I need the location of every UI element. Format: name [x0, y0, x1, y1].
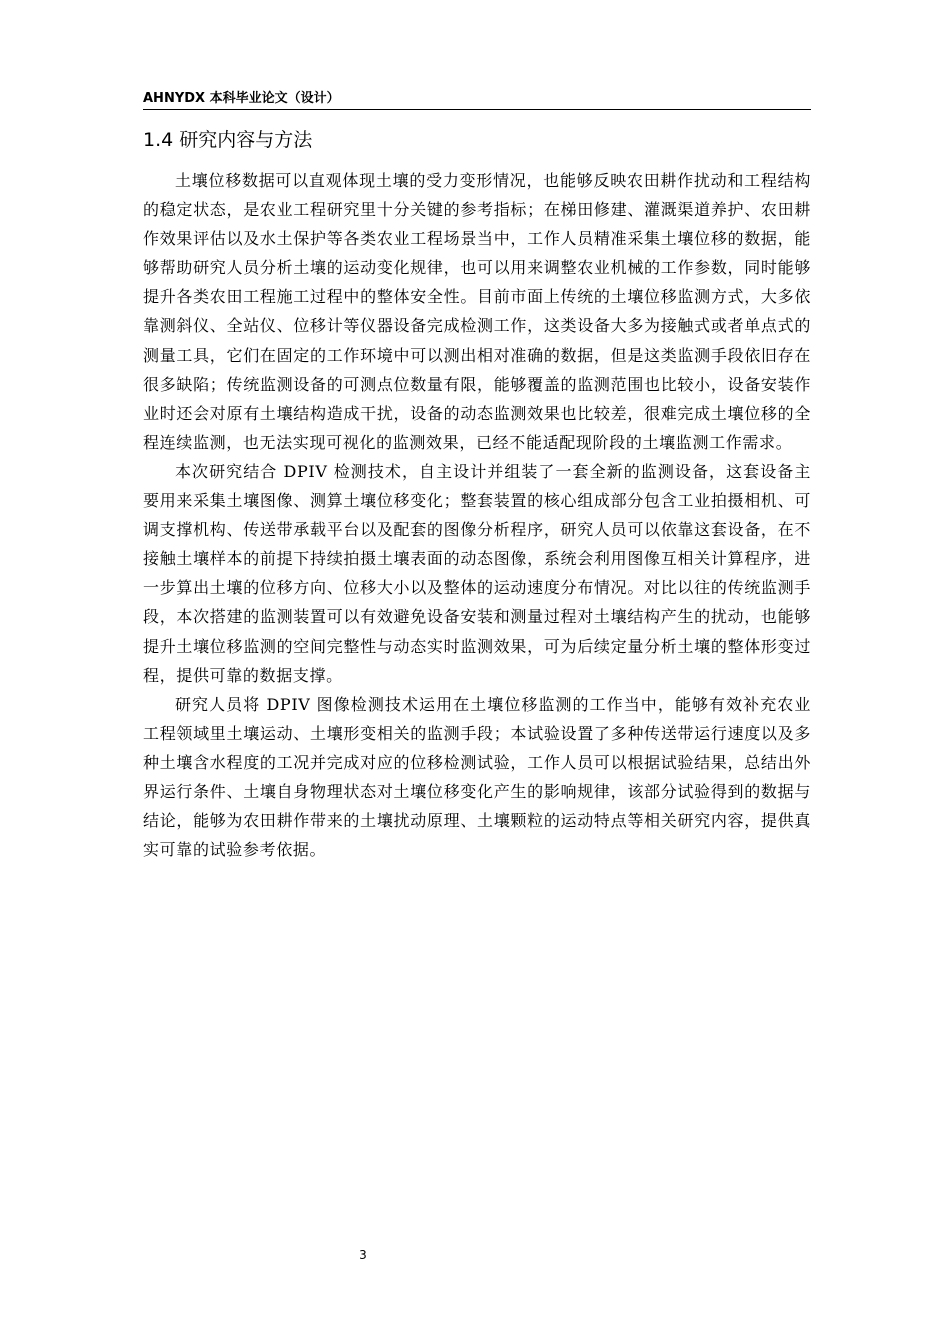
body-text [143, 166, 811, 864]
paragraph-2: 本次研究结合 DPIV 检测技术，自主设计并组装了一套全新的监测设备，这套设备主要用来采集土壤图像、测算土壤位移变化；整套装置的核心组成部分包含工业拍摄相机、可调支撑机构、传送带承载平台以及配套的图像分析程序，研究人员可以依靠这套设备，在不接触土壤样本的前提下持续拍摄土壤表面的动态图像，系统会利用图像互相关计算程序，进一步算出土壤的位移方向、位移大小以及整体的运动速度分布情况。对比以往的传统监测手段，本次搭建的监测装置可以有效避免设备安装和测量过程对土壤结构产生的扰动，也能够提升土壤位移监测的空间完整性与动态实时监测效果，可为后续定量分析土壤的整体形变过程，提供可靠的数据支撑。 [143, 461, 811, 685]
paragraph-3: 研究人员将 DPIV 图像检测技术运用在土壤位移监测的工作当中，能够有效补充农业工程领域里土壤运动、土壤形变相关的监测手段；本试验设置了多种传送带运行速度以及多种土壤含水程度的工况并完成对应的位移检测试验，工作人员可以根据试验结果，总结出外界运行条件、土壤自身物理状态对土壤位移变化产生的影响规律，该部分试验得到的数据与结论，能够为农田耕作带来的土壤扰动原理、土壤颗粒的运动特点等相关研究内容，提供真实可靠的试验参考依据。 [143, 694, 811, 860]
page-number: 3 [359, 1248, 367, 1262]
paragraph-1: 土壤位移数据可以直观体现土壤的受力变形情况，也能够反映农田耕作扰动和工程结构的稳定状态，是农业工程研究里十分关键的参考指标；在梯田修建、灌溉渠道养护、农田耕作效果评估以及水土保护等各类农业工程场景当中，工作人员精准采集土壤位移的数据，能够帮助研究人员分析土壤的运动变化规律，也可以用来调整农业机械的工作参数，同时能够提升各类农田工程施工过程中的整体安全性。目前市面上传统的土壤位移监测方式，大多依靠测斜仪、全站仪、位移计等仪器设备完成检测工作，这类设备大多为接触式或者单点式的测量工具，它们在固定的工作环境中可以测出相对准确的数据，但是这类监测手段依旧存在很多缺陷；传统监测设备的可测点位数量有限，能够覆盖的监测范围也比较小，设备安装作业时还会对原有土壤结构造成干扰，设备的动态监测效果也比较差，很难完成土壤位移的全程连续监测，也无法实现可视化的监测效果，已经不能适配现阶段的土壤监测工作需求。 [143, 171, 811, 452]
section-title: 1.4 研究内容与方法 [143, 129, 313, 151]
header-divider [143, 109, 811, 110]
running-header: AHNYDX 本科毕业论文（设计） [143, 91, 340, 106]
